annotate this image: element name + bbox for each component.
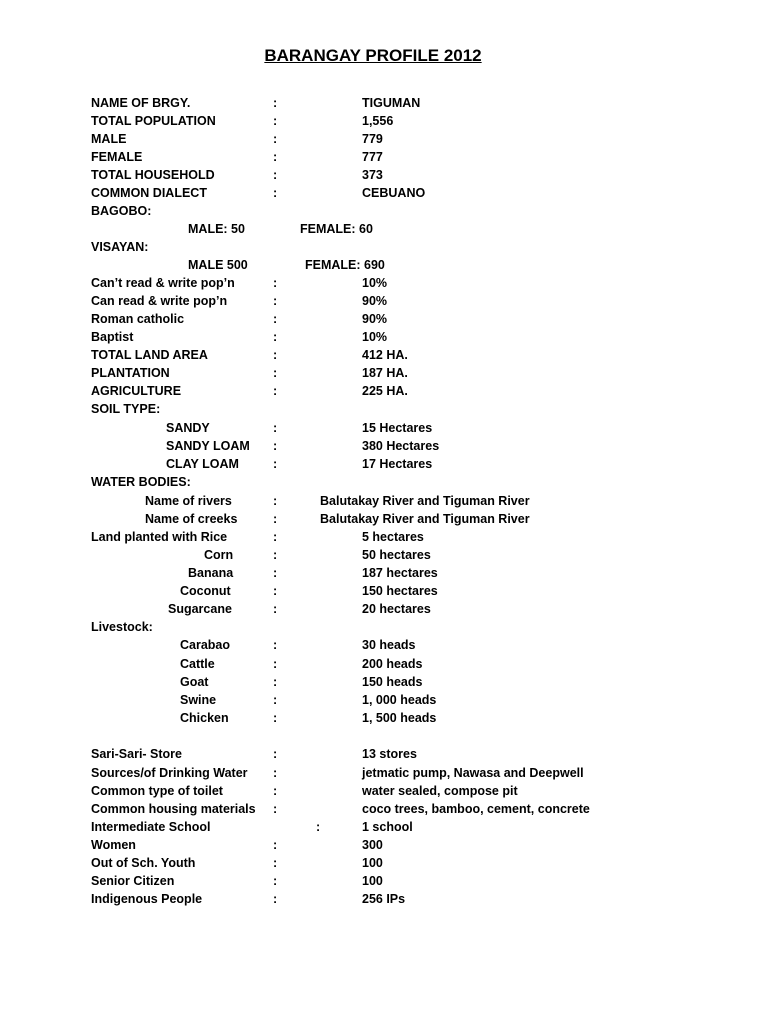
row-visayan-counts — [0, 256, 768, 274]
row-label: TOTAL HOUSEHOLD — [91, 168, 215, 182]
row-label: Women — [91, 838, 136, 852]
row-colon: : — [273, 675, 278, 689]
row-label: Out of Sch. Youth — [91, 856, 196, 870]
row-label: BAGOBO: — [91, 204, 152, 218]
row-colon: : — [273, 96, 278, 110]
row-creeks — [0, 510, 768, 528]
row-land-planted-coconut — [0, 582, 768, 600]
row-colon: : — [273, 548, 278, 562]
row-value: 777 — [362, 150, 383, 164]
row-label: Roman catholic — [91, 312, 185, 326]
row-drinking-water — [0, 764, 768, 782]
row-value: 30 heads — [362, 638, 416, 652]
row-value: Balutakay River and Tiguman River — [320, 494, 530, 508]
row-label: Goat — [180, 675, 209, 689]
row-value: 256 IPs — [362, 892, 406, 906]
row-colon: : — [273, 856, 278, 870]
row-colon: : — [273, 838, 278, 852]
row-value: 380 Hectares — [362, 439, 440, 453]
row-colon: : — [273, 366, 278, 380]
row-colon: : — [273, 330, 278, 344]
document-title: BARANGAY PROFILE 2012 — [264, 46, 482, 65]
row-label: WATER BODIES: — [91, 475, 191, 489]
row-colon: : — [273, 766, 278, 780]
row-label: Name of creeks — [145, 512, 238, 526]
row-livestock-carabao — [0, 636, 768, 654]
row-senior-citizen — [0, 872, 768, 890]
row-name-of-brgy — [0, 94, 768, 112]
row-land-planted-banana — [0, 564, 768, 582]
row-label: FEMALE — [91, 150, 143, 164]
row-colon: : — [273, 657, 278, 671]
row-intermediate-school — [0, 818, 768, 836]
row-value: 17 Hectares — [362, 457, 433, 471]
row-label: Baptist — [91, 330, 134, 344]
row-label: NAME OF BRGY. — [91, 96, 191, 110]
row-label: CLAY LOAM — [166, 457, 239, 471]
row-plantation — [0, 364, 768, 382]
row-value: Balutakay River and Tiguman River — [320, 512, 530, 526]
row-label: Coconut — [180, 584, 231, 598]
row-housing-materials — [0, 800, 768, 818]
row-can-read-write — [0, 292, 768, 310]
row-value: 150 heads — [362, 675, 423, 689]
row-label: Land planted with Rice — [91, 530, 228, 544]
row-colon: : — [273, 276, 278, 290]
row-value: 1, 500 heads — [362, 711, 437, 725]
row-value: water sealed, compose pit — [362, 784, 518, 798]
row-value: 100 — [362, 856, 383, 870]
bagobo-female: FEMALE: 60 — [300, 222, 373, 236]
row-colon: : — [273, 439, 278, 453]
row-colon: : — [273, 638, 278, 652]
row-land-planted-sugarcane — [0, 600, 768, 618]
row-label: VISAYAN: — [91, 240, 149, 254]
row-bagobo-heading — [0, 202, 768, 220]
row-colon: : — [273, 294, 278, 308]
row-label: PLANTATION — [91, 366, 170, 380]
row-baptist — [0, 328, 768, 346]
row-roman-catholic — [0, 310, 768, 328]
row-sari-sari-store — [0, 745, 768, 763]
row-cant-read-write — [0, 274, 768, 292]
row-value: 1, 000 heads — [362, 693, 437, 707]
row-total-land-area — [0, 346, 768, 364]
row-colon: : — [273, 711, 278, 725]
row-colon: : — [273, 421, 278, 435]
row-water-bodies-heading — [0, 473, 768, 491]
row-colon: : — [316, 820, 321, 834]
row-colon: : — [273, 802, 278, 816]
row-colon: : — [273, 312, 278, 326]
row-label: Can’t read & write pop’n — [91, 276, 235, 290]
row-female — [0, 148, 768, 166]
row-colon: : — [273, 384, 278, 398]
row-colon: : — [273, 693, 278, 707]
row-livestock-swine — [0, 691, 768, 709]
row-indigenous-people — [0, 890, 768, 908]
row-colon: : — [273, 457, 278, 471]
row-label: Name of rivers — [145, 494, 232, 508]
visayan-male: MALE 500 — [188, 258, 248, 272]
row-colon: : — [273, 747, 278, 761]
row-value: 150 hectares — [362, 584, 438, 598]
row-colon: : — [273, 892, 278, 906]
row-label: COMMON DIALECT — [91, 186, 207, 200]
row-colon: : — [273, 150, 278, 164]
row-value: 225 HA. — [362, 384, 408, 398]
row-label: Swine — [180, 693, 217, 707]
row-label: Can read & write pop’n — [91, 294, 228, 308]
row-value: 200 heads — [362, 657, 423, 671]
row-livestock-heading — [0, 618, 768, 636]
row-colon: : — [273, 784, 278, 798]
row-label: Banana — [188, 566, 234, 580]
row-label: AGRICULTURE — [91, 384, 182, 398]
row-label: Cattle — [180, 657, 215, 671]
row-colon: : — [273, 168, 278, 182]
row-value: 100 — [362, 874, 383, 888]
row-label: TOTAL POPULATION — [91, 114, 216, 128]
row-label: SANDY — [166, 421, 210, 435]
row-label: Livestock: — [91, 620, 153, 634]
row-colon: : — [273, 132, 278, 146]
row-value: 10% — [362, 330, 388, 344]
row-label: Common housing materials — [91, 802, 256, 816]
row-label: Indigenous People — [91, 892, 203, 906]
row-label: Intermediate School — [91, 820, 211, 834]
row-label: MALE — [91, 132, 127, 146]
row-colon: : — [273, 186, 278, 200]
row-colon: : — [273, 566, 278, 580]
row-livestock-cattle — [0, 655, 768, 673]
row-label: Sari-Sari- Store — [91, 747, 183, 761]
row-colon: : — [273, 512, 278, 526]
row-agriculture — [0, 382, 768, 400]
row-value: 10% — [362, 276, 388, 290]
row-value: 373 — [362, 168, 383, 182]
row-value: 15 Hectares — [362, 421, 433, 435]
row-common-dialect — [0, 184, 768, 202]
row-value: TIGUMAN — [362, 96, 421, 110]
row-bagobo-counts — [0, 220, 768, 238]
row-label: TOTAL LAND AREA — [91, 348, 208, 362]
row-colon: : — [273, 494, 278, 508]
row-value: 5 hectares — [362, 530, 424, 544]
row-total-population — [0, 112, 768, 130]
row-value: 20 hectares — [362, 602, 431, 616]
row-label: Sugarcane — [168, 602, 232, 616]
row-label: Chicken — [180, 711, 229, 725]
row-value: 1,556 — [362, 114, 394, 128]
row-soil-type-heading — [0, 400, 768, 418]
row-male — [0, 130, 768, 148]
row-label: Carabao — [180, 638, 231, 652]
row-livestock-chicken — [0, 709, 768, 727]
row-rivers — [0, 492, 768, 510]
row-value: 50 hectares — [362, 548, 431, 562]
row-soil-sandy — [0, 419, 768, 437]
row-total-household — [0, 166, 768, 184]
row-toilet-type — [0, 782, 768, 800]
row-value: 90% — [362, 294, 388, 308]
row-value: 90% — [362, 312, 388, 326]
row-land-planted-rice — [0, 528, 768, 546]
row-value: jetmatic pump, Nawasa and Deepwell — [362, 766, 584, 780]
row-value: 187 hectares — [362, 566, 438, 580]
row-colon: : — [273, 584, 278, 598]
row-label: Senior Citizen — [91, 874, 175, 888]
row-label: SANDY LOAM — [166, 439, 250, 453]
row-value: 412 HA. — [362, 348, 408, 362]
row-colon: : — [273, 348, 278, 362]
row-label: SOIL TYPE: — [91, 402, 161, 416]
row-colon: : — [273, 874, 278, 888]
row-colon: : — [273, 530, 278, 544]
row-livestock-goat — [0, 673, 768, 691]
row-value: 300 — [362, 838, 383, 852]
row-label: Sources/of Drinking Water — [91, 766, 248, 780]
row-soil-clay-loam — [0, 455, 768, 473]
row-value: 1 school — [362, 820, 413, 834]
row-colon: : — [273, 114, 278, 128]
visayan-female: FEMALE: 690 — [305, 258, 385, 272]
row-visayan-heading — [0, 238, 768, 256]
row-value: 187 HA. — [362, 366, 408, 380]
row-women — [0, 836, 768, 854]
row-value: 779 — [362, 132, 383, 146]
row-value: 13 stores — [362, 747, 417, 761]
row-label: Common type of toilet — [91, 784, 223, 798]
row-soil-sandy-loam — [0, 437, 768, 455]
row-colon: : — [273, 602, 278, 616]
row-value: coco trees, bamboo, cement, concrete — [362, 802, 590, 816]
row-out-of-school-youth — [0, 854, 768, 872]
row-land-planted-corn — [0, 546, 768, 564]
row-value: CEBUANO — [362, 186, 426, 200]
row-label: Corn — [204, 548, 234, 562]
bagobo-male: MALE: 50 — [188, 222, 245, 236]
